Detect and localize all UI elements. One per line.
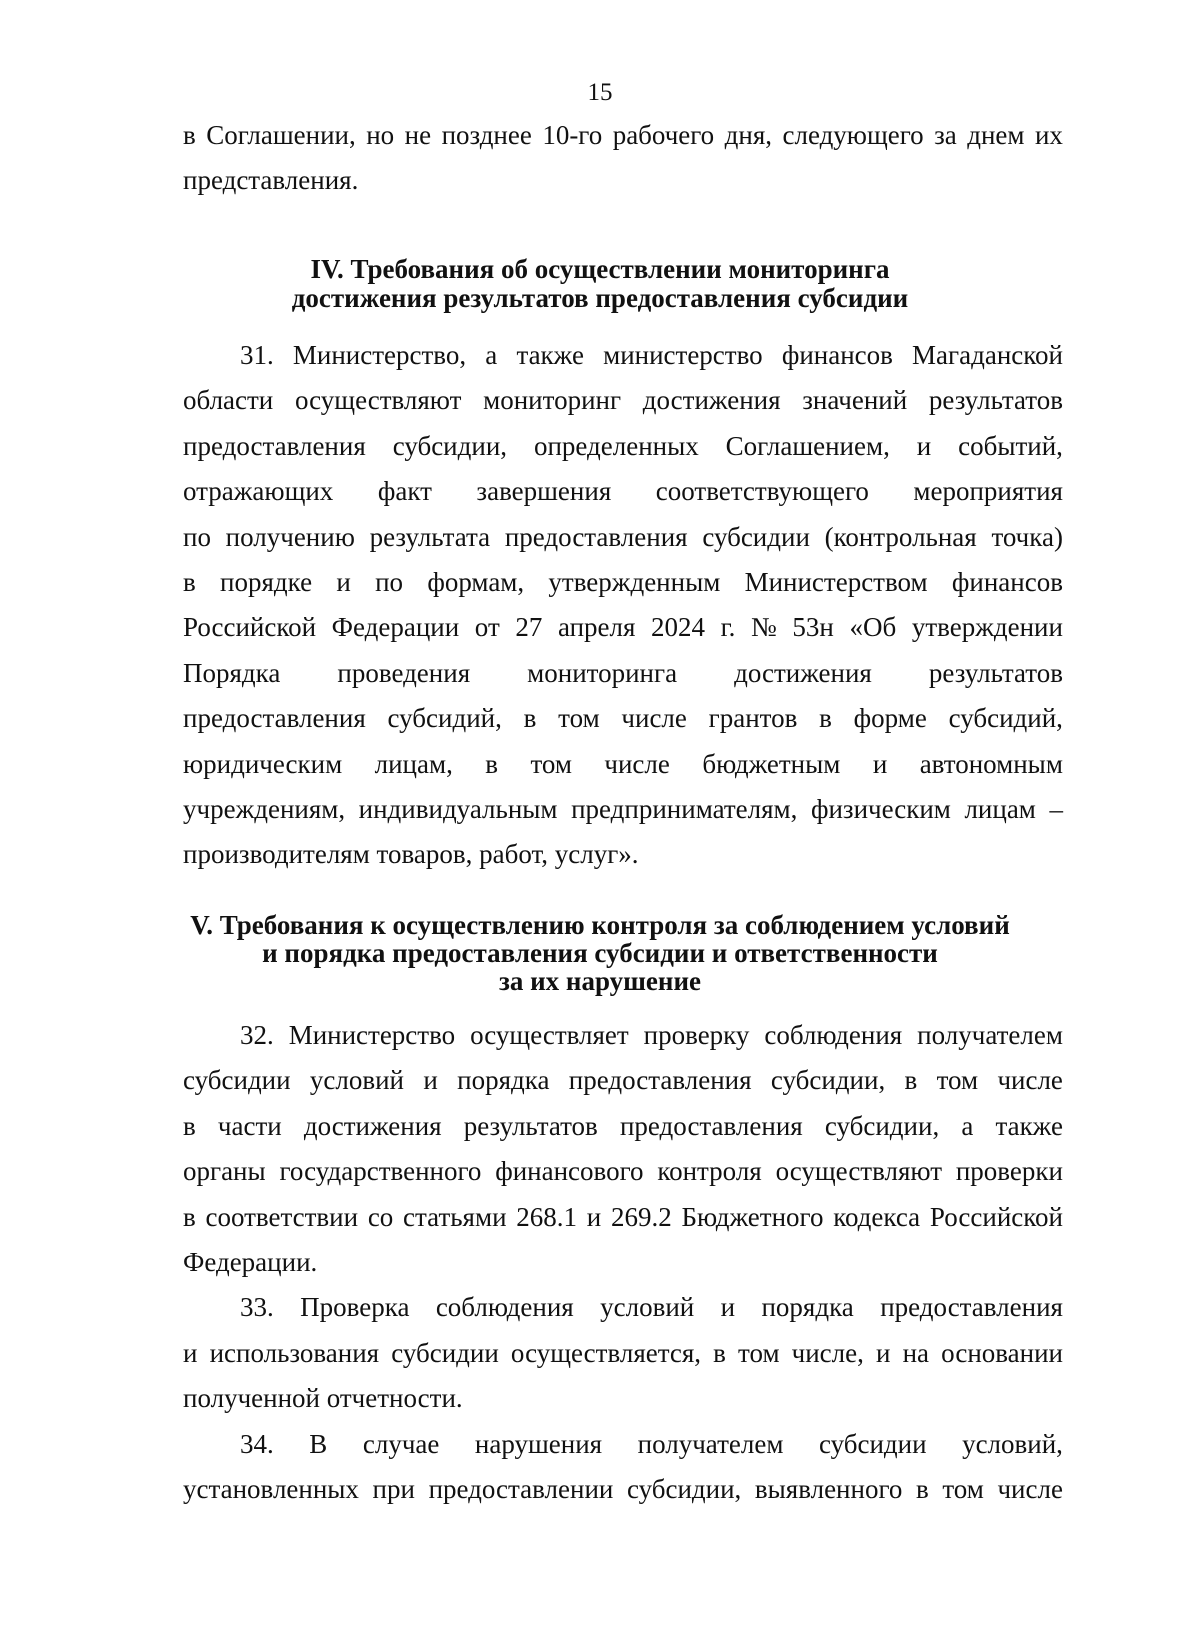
paragraph-line: учреждениям, индивидуальным предпринимателям, физическим лицам – bbox=[183, 794, 1063, 824]
paragraph-line: области осуществляют мониторинг достижения значений результатов bbox=[183, 385, 1063, 415]
paragraph-line: предоставления субсидии, определенных Соглашением, и событий, bbox=[183, 431, 1063, 461]
section-heading: и порядка предоставления субсидии и ответственности bbox=[262, 938, 938, 968]
paragraph-line: 33. Проверка соблюдения условий и порядка предоставления bbox=[240, 1292, 1063, 1322]
paragraph-line: в соответствии со статьями 268.1 и 269.2 Бюджетного кодекса Российской bbox=[183, 1202, 1063, 1232]
paragraph-line: в Соглашении, но не позднее 10-го рабочего дня, следующего за днем их bbox=[183, 120, 1063, 150]
paragraph-line: в порядке и по формам, утвержденным Министерством финансов bbox=[183, 567, 1063, 597]
section-heading: IV. Требования об осуществлении мониторинга bbox=[310, 254, 890, 284]
paragraph-line: 32. Министерство осуществляет проверку соблюдения получателем bbox=[240, 1020, 1063, 1050]
paragraph-line: Федерации. bbox=[183, 1247, 318, 1277]
paragraph-line: отражающих факт завершения соответствующего мероприятия bbox=[183, 476, 1063, 506]
paragraph-line: и использования субсидии осуществляется, в том числе, и на основании bbox=[183, 1338, 1063, 1368]
paragraph-line: по получению результата предоставления субсидии (контрольная точка) bbox=[183, 522, 1063, 552]
page-number: 15 bbox=[587, 79, 613, 106]
paragraph-line: 34. В случае нарушения получателем субсидии условий, bbox=[240, 1429, 1063, 1459]
paragraph-line: органы государственного финансового контроля осуществляют проверки bbox=[183, 1156, 1063, 1186]
section-heading: достижения результатов предоставления субсидии bbox=[291, 283, 909, 313]
paragraph-line: Порядка проведения мониторинга достижения результатов bbox=[183, 658, 1063, 688]
paragraph-line: 31. Министерство, а также министерство финансов Магаданской bbox=[240, 340, 1063, 370]
paragraph-line: Российской Федерации от 27 апреля 2024 г. № 53н «Об утверждении bbox=[183, 612, 1063, 642]
section-heading: V. Требования к осуществлению контроля за соблюдением условий bbox=[190, 910, 1010, 940]
section-heading: за их нарушение bbox=[499, 966, 701, 996]
paragraph-line: производителям товаров, работ, услуг». bbox=[183, 839, 639, 869]
paragraph-line: полученной отчетности. bbox=[183, 1383, 463, 1413]
paragraph-line: предоставления субсидий, в том числе грантов в форме субсидий, bbox=[183, 703, 1063, 733]
paragraph-line: субсидии условий и порядка предоставления субсидии, в том числе bbox=[183, 1065, 1063, 1095]
paragraph-line: представления. bbox=[183, 165, 359, 195]
paragraph-line: установленных при предоставлении субсидии, выявленного в том числе bbox=[183, 1474, 1063, 1504]
paragraph-line: юридическим лицам, в том числе бюджетным и автономным bbox=[183, 749, 1063, 779]
paragraph-line: в части достижения результатов предоставления субсидии, а также bbox=[183, 1111, 1063, 1141]
